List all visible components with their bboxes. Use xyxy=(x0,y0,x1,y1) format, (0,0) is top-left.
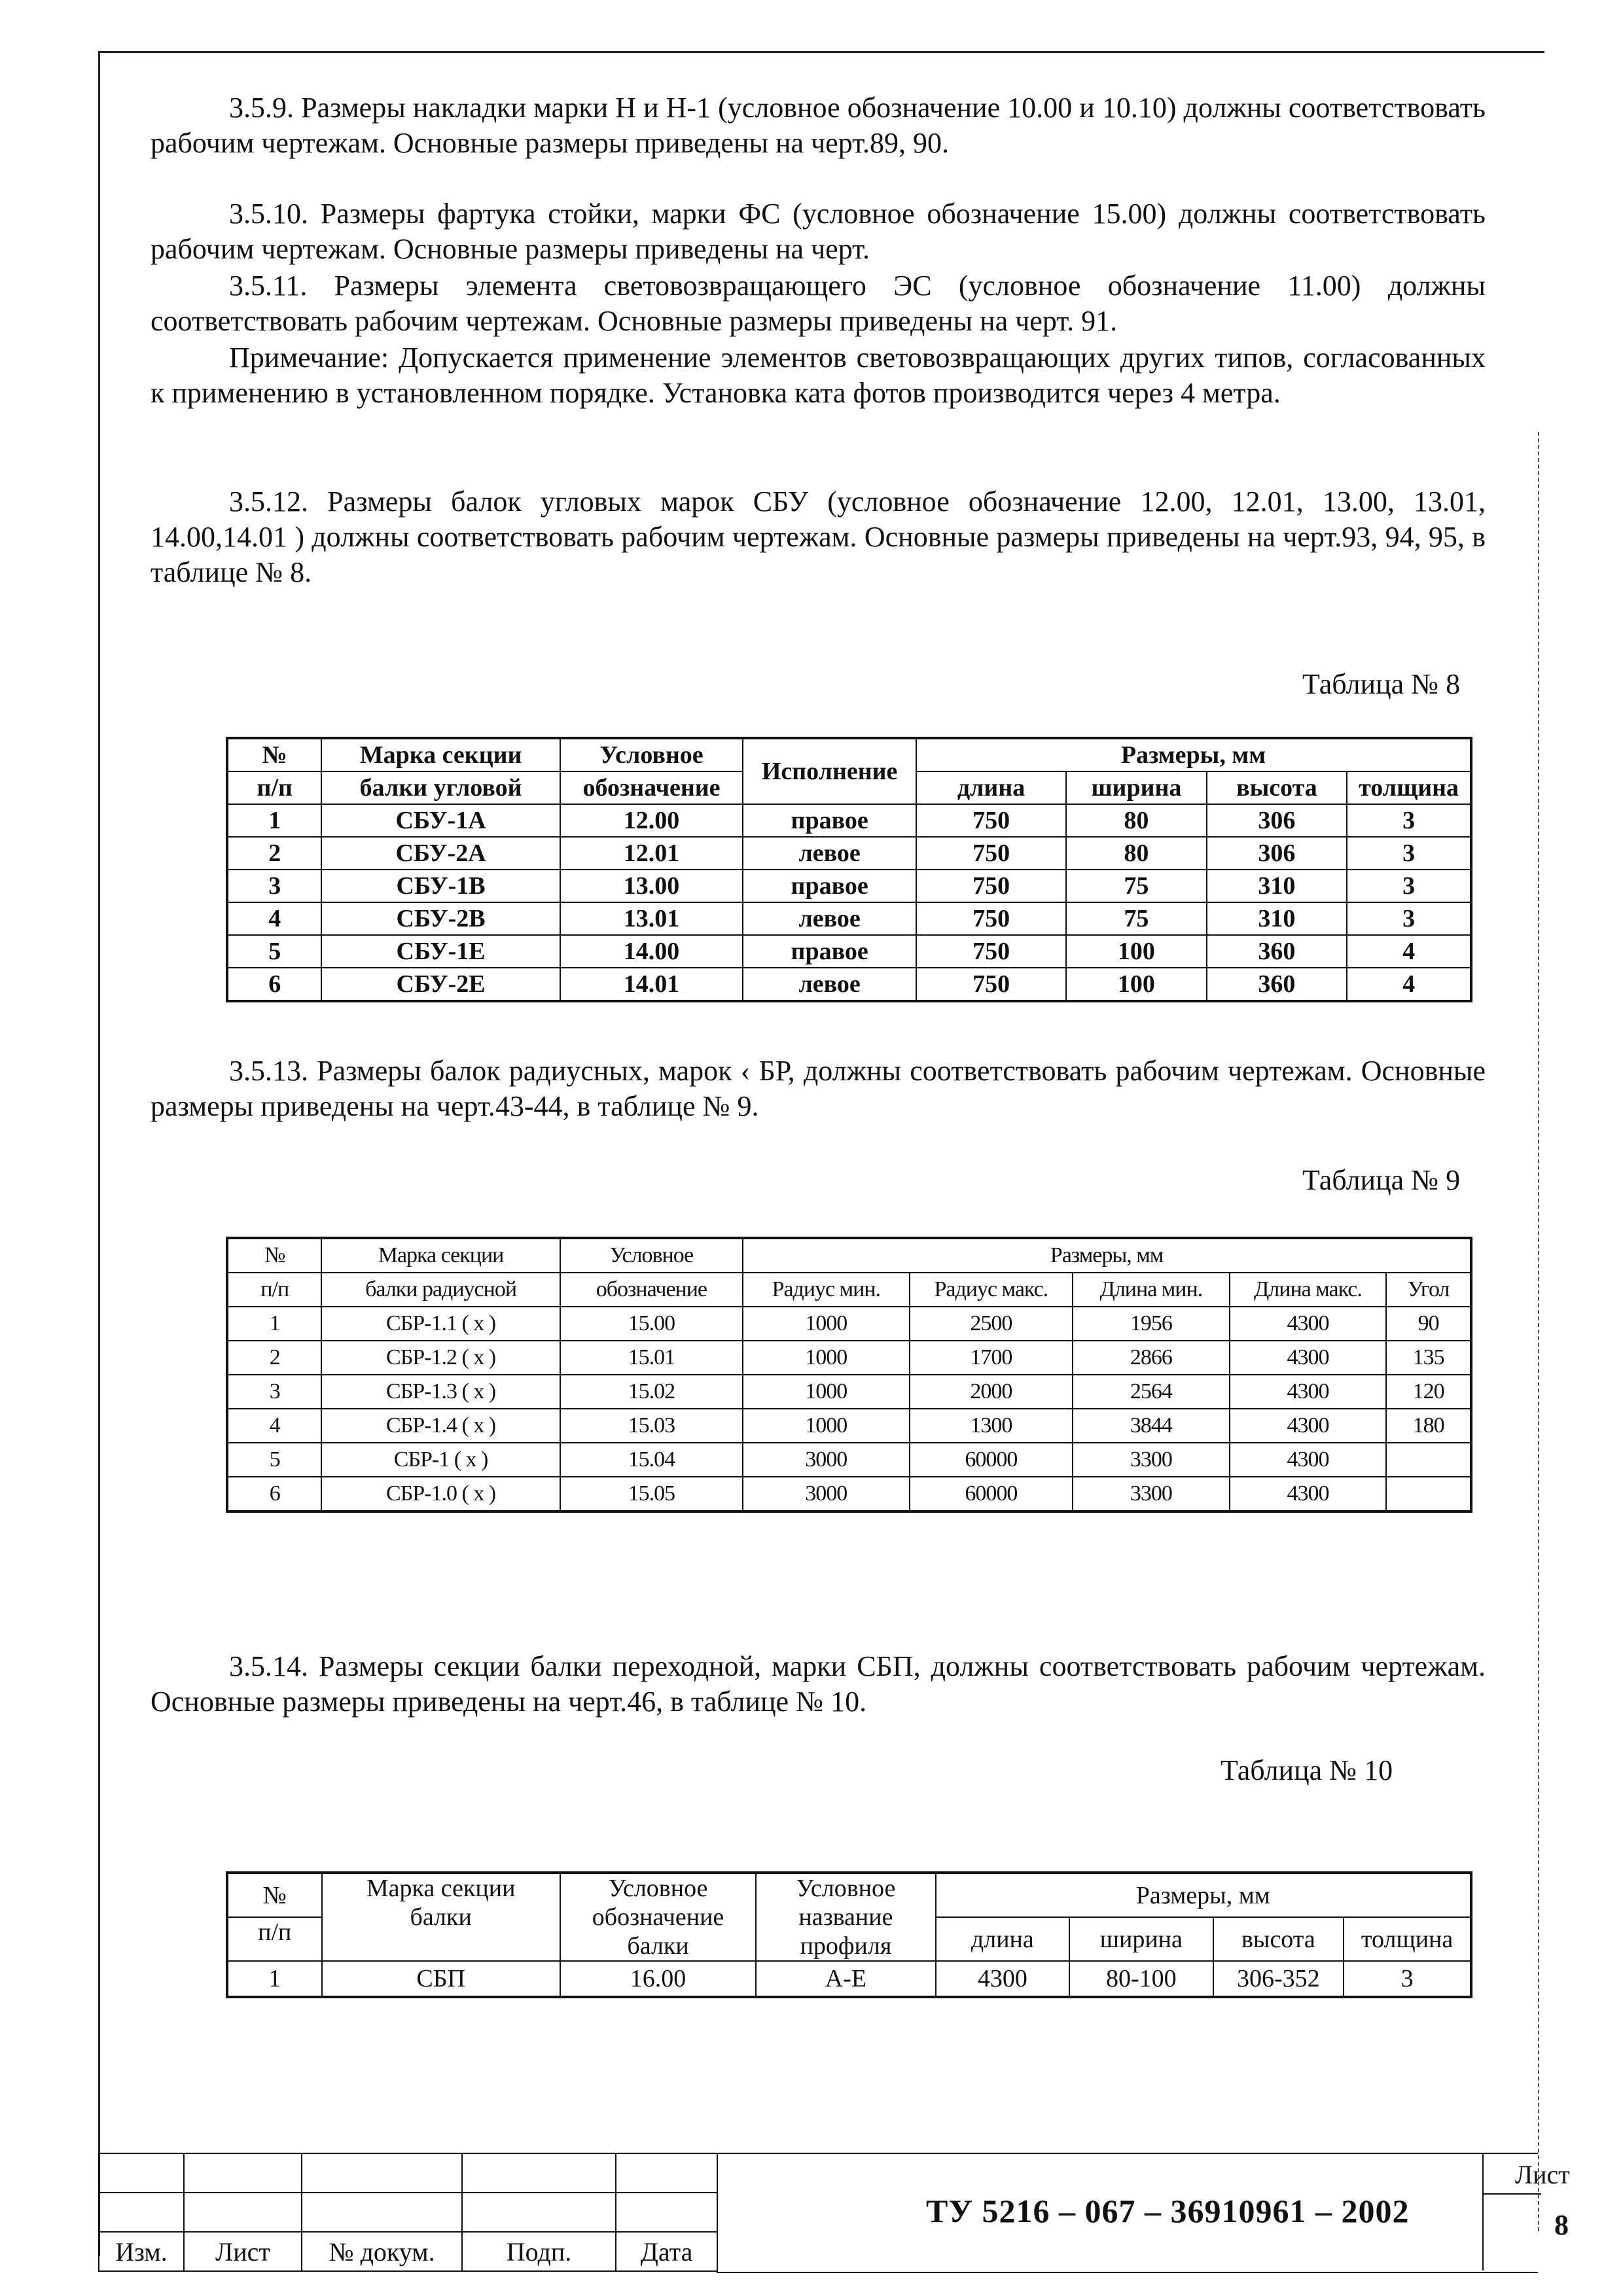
table-cell: 13.01 xyxy=(560,902,743,935)
stamp-docnum: № докум. xyxy=(302,2232,462,2271)
grid-cell xyxy=(462,2193,616,2232)
table-cell: СБР-1.4 ( x ) xyxy=(321,1409,560,1443)
header-code-line1: Условное xyxy=(608,1875,708,1902)
paragraph-3-5-12 xyxy=(151,484,1486,590)
table-cell: 1000 xyxy=(743,1409,910,1443)
header-height: высота xyxy=(1213,1917,1344,1961)
table-cell: 4300 xyxy=(1230,1409,1387,1443)
table-cell: 310 xyxy=(1207,870,1347,902)
table-cell: СБУ-1В xyxy=(321,870,560,902)
header-mark: Марка секции xyxy=(321,1238,560,1273)
frame-top-border xyxy=(98,51,1544,53)
paragraph-3-5-11 xyxy=(151,268,1486,339)
table-cell: 135 xyxy=(1386,1341,1471,1375)
table-cell: 3300 xyxy=(1073,1477,1230,1511)
header-mark xyxy=(322,1873,560,1961)
table-row xyxy=(227,935,1471,968)
sheet-divider xyxy=(1482,2153,1484,2270)
table-row xyxy=(227,1409,1471,1443)
table-cell: 14.00 xyxy=(560,935,743,968)
table-cell: 2500 xyxy=(910,1307,1073,1341)
table-cell: СБП xyxy=(322,1961,560,1997)
header-sizes: Размеры, мм xyxy=(916,738,1471,771)
paragraph-3-5-10 xyxy=(151,196,1486,267)
table-row xyxy=(227,1961,1471,1997)
table-cell: 15.02 xyxy=(560,1375,743,1409)
table-row xyxy=(227,1477,1471,1511)
table-cell: 1000 xyxy=(743,1307,910,1341)
table-10 xyxy=(226,1871,1472,1998)
header-code: Условное xyxy=(560,1238,743,1273)
header-length: длина xyxy=(936,1917,1069,1961)
table-cell: 3 xyxy=(227,1375,321,1409)
header-width: ширина xyxy=(1069,1917,1213,1961)
header-num: № xyxy=(227,1238,321,1273)
table-cell: 16.00 xyxy=(560,1961,756,1997)
table-row xyxy=(227,1443,1471,1477)
table-cell: 306 xyxy=(1207,804,1347,837)
header-num-sub: п/п xyxy=(227,1917,322,1961)
grid-cell xyxy=(99,2153,184,2193)
table-cell: 60000 xyxy=(910,1443,1073,1477)
table-8-caption: Таблица № 8 xyxy=(1302,668,1461,700)
table-cell: 15.01 xyxy=(560,1341,743,1375)
header-profile-line3: профиля xyxy=(800,1932,892,1960)
table-cell: 2000 xyxy=(910,1375,1073,1409)
table-cell: 80-100 xyxy=(1069,1961,1213,1997)
table-cell: 3000 xyxy=(743,1443,910,1477)
table-cell: 80 xyxy=(1066,804,1207,837)
table-cell: 90 xyxy=(1386,1307,1471,1341)
table-cell: 1300 xyxy=(910,1409,1073,1443)
header-width: ширина xyxy=(1066,771,1207,804)
header-num-sub: п/п xyxy=(227,771,321,804)
table-cell: СБУ-2Е xyxy=(321,968,560,1001)
table-cell: 750 xyxy=(916,870,1066,902)
table-cell: 4300 xyxy=(1230,1375,1387,1409)
header-radius-min: Радиус мин. xyxy=(743,1273,910,1307)
sheet-number: 8 xyxy=(1554,2209,1569,2241)
header-length-min: Длина мин. xyxy=(1073,1273,1230,1307)
header-profile-line2: название xyxy=(798,1903,893,1931)
table-cell: 100 xyxy=(1066,935,1207,968)
table-cell: 120 xyxy=(1386,1375,1471,1409)
header-num: № xyxy=(227,1873,322,1917)
table-cell: 15.04 xyxy=(560,1443,743,1477)
table-cell: СБР-1 ( x ) xyxy=(321,1443,560,1477)
table-cell: 3300 xyxy=(1073,1443,1230,1477)
grid-cell xyxy=(616,2193,717,2232)
table-cell: 310 xyxy=(1207,902,1347,935)
header-code: Условное xyxy=(560,738,743,771)
table-row xyxy=(227,902,1471,935)
table-cell: 100 xyxy=(1066,968,1207,1001)
paragraph-text: 3.5.13. Размеры балок радиусных, марок ‹ БР, должны соответствовать рабочим чертежам. Основные размеры приведены на черт.43-44, в таблице № 9. xyxy=(151,1055,1486,1122)
table-cell: 4 xyxy=(1347,935,1471,968)
title-block xyxy=(98,2153,1570,2274)
stamp-date: Дата xyxy=(616,2232,717,2271)
table-row xyxy=(227,1307,1471,1341)
table-cell: 4300 xyxy=(1230,1477,1387,1511)
table-cell: 180 xyxy=(1386,1409,1471,1443)
grid-cell xyxy=(302,2193,462,2232)
table-cell: 4300 xyxy=(936,1961,1069,1997)
table-cell: 1 xyxy=(227,804,321,837)
table-cell: 3000 xyxy=(743,1477,910,1511)
table-cell: 3 xyxy=(1347,870,1471,902)
table-cell: 3 xyxy=(227,870,321,902)
table-cell: 1000 xyxy=(743,1341,910,1375)
table-cell: 750 xyxy=(916,837,1066,870)
table-cell: 14.01 xyxy=(560,968,743,1001)
table-cell: 3 xyxy=(1347,837,1471,870)
table-cell: правое xyxy=(743,935,916,968)
table-cell: 750 xyxy=(916,902,1066,935)
table-cell: 2 xyxy=(227,1341,321,1375)
header-mark-sub: балки радиусной xyxy=(321,1273,560,1307)
table-cell: 3 xyxy=(1347,902,1471,935)
table-row xyxy=(227,1375,1471,1409)
paragraph-text: 3.5.14. Размеры секции балки переходной, марки СБП, должны соответствовать рабочим чертежам. Основные размеры приведены на черт.46, в таблице № 10. xyxy=(151,1650,1486,1718)
header-code-sub: обозначение xyxy=(560,1273,743,1307)
table-cell: 306 xyxy=(1207,837,1347,870)
table-cell: 3 xyxy=(1347,804,1471,837)
header-profile-line1: Условное xyxy=(796,1875,896,1902)
grid-cell xyxy=(184,2193,302,2232)
table-cell: 15.00 xyxy=(560,1307,743,1341)
table-cell: 4300 xyxy=(1230,1307,1387,1341)
table-cell xyxy=(1386,1443,1471,1477)
frame-left-border xyxy=(98,51,100,2256)
table-cell: СБР-1.3 ( x ) xyxy=(321,1375,560,1409)
table-cell: 2 xyxy=(227,837,321,870)
table-cell: 750 xyxy=(916,804,1066,837)
table-cell: 4300 xyxy=(1230,1341,1387,1375)
table-cell: 4 xyxy=(227,902,321,935)
table-cell: 750 xyxy=(916,935,1066,968)
table-cell: 75 xyxy=(1066,902,1207,935)
revision-grid xyxy=(98,2153,718,2272)
header-sizes: Размеры, мм xyxy=(743,1238,1471,1273)
table-9 xyxy=(226,1237,1472,1513)
table-cell: левое xyxy=(743,837,916,870)
table-cell: 4 xyxy=(1347,968,1471,1001)
frame-right-border xyxy=(1538,432,1539,2231)
table-cell: 4 xyxy=(227,1409,321,1443)
table-9-caption: Таблица № 9 xyxy=(1302,1164,1461,1196)
table-cell: 750 xyxy=(916,968,1066,1001)
table-cell: 80 xyxy=(1066,837,1207,870)
table-cell: левое xyxy=(743,968,916,1001)
header-num: № xyxy=(227,738,321,771)
header-height: высота xyxy=(1207,771,1347,804)
grid-cell xyxy=(616,2153,717,2193)
paragraph-3-5-13 xyxy=(151,1053,1486,1124)
table-cell: 5 xyxy=(227,935,321,968)
note-paragraph xyxy=(151,340,1486,411)
sheet-label: Лист xyxy=(1515,2160,1570,2189)
table-cell: 2866 xyxy=(1073,1341,1230,1375)
table-cell: правое xyxy=(743,804,916,837)
header-variant: Исполнение xyxy=(743,738,916,804)
table-cell: СБР-1.1 ( x ) xyxy=(321,1307,560,1341)
header-code xyxy=(560,1873,756,1961)
table-row xyxy=(227,804,1471,837)
stamp-izm: Изм. xyxy=(99,2232,184,2271)
header-profile xyxy=(756,1873,935,1961)
header-code-sub: обозначение xyxy=(560,771,743,804)
paragraph-text: 3.5.11. Размеры элемента световозвращающего ЭС (условное обозначение 11.00) должны соответствовать рабочим чертежам. Основные размеры приведены на черт. 91. xyxy=(151,270,1486,337)
table-cell: правое xyxy=(743,870,916,902)
table-10-caption: Таблица № 10 xyxy=(1221,1754,1393,1786)
paragraph-text: 3.5.9. Размеры накладки марки Н и Н-1 (условное обозначение 10.00 и 10.10) должны соответствовать рабочим чертежам. Основные размеры приведены на черт.89, 90. xyxy=(151,92,1486,159)
table-cell: 15.03 xyxy=(560,1409,743,1443)
header-sizes: Размеры, мм xyxy=(936,1873,1471,1917)
table-cell: 3844 xyxy=(1073,1409,1230,1443)
header-mark-line2: балки xyxy=(410,1903,472,1931)
table-cell: 13.00 xyxy=(560,870,743,902)
table-cell: 6 xyxy=(227,1477,321,1511)
table-cell: 360 xyxy=(1207,935,1347,968)
table-cell: 1956 xyxy=(1073,1307,1230,1341)
table-row xyxy=(227,837,1471,870)
grid-cell xyxy=(302,2153,462,2193)
table-cell: СБУ-2В xyxy=(321,902,560,935)
table-row xyxy=(227,968,1471,1001)
table-cell: 2564 xyxy=(1073,1375,1230,1409)
table-cell: 4300 xyxy=(1230,1443,1387,1477)
table-cell: СБР-1.0 ( x ) xyxy=(321,1477,560,1511)
table-cell: 75 xyxy=(1066,870,1207,902)
table-cell: 15.05 xyxy=(560,1477,743,1511)
table-row xyxy=(227,870,1471,902)
sheet-label-divider xyxy=(1482,2193,1541,2195)
header-num-sub: п/п xyxy=(227,1273,321,1307)
table-cell: А-Е xyxy=(756,1961,935,1997)
header-mark: Марка секции xyxy=(321,738,560,771)
table-cell xyxy=(1386,1477,1471,1511)
table-cell: СБР-1.2 ( x ) xyxy=(321,1341,560,1375)
header-mark-line1: Марка секции xyxy=(366,1875,516,1902)
table-cell: 6 xyxy=(227,968,321,1001)
table-cell: левое xyxy=(743,902,916,935)
table-cell: СБУ-2А xyxy=(321,837,560,870)
table-cell: СБУ-1Е xyxy=(321,935,560,968)
table-cell: 5 xyxy=(227,1443,321,1477)
header-angle: Угол xyxy=(1386,1273,1471,1307)
grid-cell xyxy=(99,2193,184,2232)
table-cell: 360 xyxy=(1207,968,1347,1001)
header-mark-sub: балки угловой xyxy=(321,771,560,804)
table-cell: 1000 xyxy=(743,1375,910,1409)
document-code: ТУ 5216 – 067 – 36910961 – 2002 xyxy=(926,2193,1410,2229)
stamp-list: Лист xyxy=(184,2232,302,2271)
header-thickness: толщина xyxy=(1344,1917,1471,1961)
paragraph-3-5-14 xyxy=(151,1649,1486,1720)
table-cell: 1700 xyxy=(910,1341,1073,1375)
table-cell: СБУ-1А xyxy=(321,804,560,837)
header-thickness: толщина xyxy=(1347,771,1471,804)
table-cell: 1 xyxy=(227,1961,322,1997)
header-code-line3: балки xyxy=(627,1932,689,1960)
table-cell: 12.01 xyxy=(560,837,743,870)
table-cell: 3 xyxy=(1344,1961,1471,1997)
table-row xyxy=(227,1341,1471,1375)
stamp-podp: Подп. xyxy=(462,2232,616,2271)
header-radius-max: Радиус макс. xyxy=(910,1273,1073,1307)
grid-cell xyxy=(184,2153,302,2193)
paragraph-3-5-9 xyxy=(151,90,1486,161)
table-cell: 12.00 xyxy=(560,804,743,837)
paragraph-text: 3.5.12. Размеры балок угловых марок СБУ (условное обозначение 12.00, 12.01, 13.00, 13.01, 14.00,14.01 ) должны соответствовать рабочим чертежам. Основные размеры приведены на черт.93, 94, 95, в таблице № 8. xyxy=(151,486,1486,588)
table-cell: 1 xyxy=(227,1307,321,1341)
grid-cell xyxy=(462,2153,616,2193)
header-length: длина xyxy=(916,771,1066,804)
paragraph-text: 3.5.10. Размеры фартука стойки, марки ФС (условное обозначение 15.00) должны соответствовать рабочим чертежам. Основные размеры приведены на черт. xyxy=(151,198,1486,265)
table-cell: 306-352 xyxy=(1213,1961,1344,1997)
note-text: Примечание: Допускается применение элементов световозвращающих других типов, согласованных к применению в установленном порядке. Установка ката фотов производится через 4 метра. xyxy=(151,342,1486,409)
header-code-line2: обозначение xyxy=(592,1903,724,1931)
header-length-max: Длина макс. xyxy=(1230,1273,1387,1307)
table-8 xyxy=(226,737,1472,1002)
table-cell: 60000 xyxy=(910,1477,1073,1511)
